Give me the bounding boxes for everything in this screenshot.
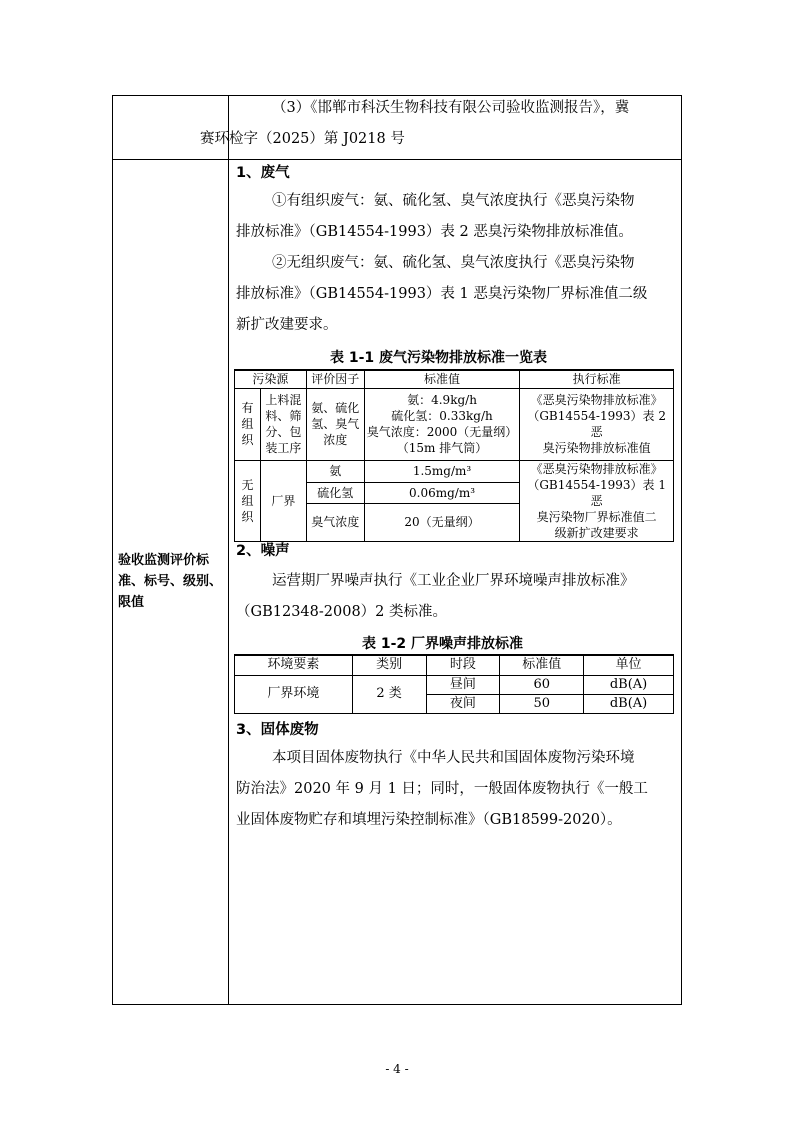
table1-source-organized bbox=[260, 388, 306, 460]
table2-element: 厂界环境 bbox=[235, 675, 353, 713]
column-divider bbox=[228, 96, 229, 1004]
table1-value: 20（无量纲） bbox=[364, 503, 520, 541]
cell-text: 臭污染物排放标准值 bbox=[542, 441, 651, 455]
row-label: 验收监测评价标准、标号、级别、限值 bbox=[118, 553, 223, 610]
cell-text: 级新扩改建要求 bbox=[554, 525, 639, 540]
table1-header: 污染源 bbox=[235, 370, 307, 388]
table2-period: 夜间 bbox=[426, 694, 500, 713]
cell-text: 《恶臭污染物排放标准》 bbox=[530, 393, 663, 407]
table1-values-organized bbox=[364, 388, 520, 460]
solid-waste-line2: 防治法》2020 年 9 月 1 日；同时，一般固体废物执行《一般工 bbox=[236, 781, 648, 797]
page-number: - 4 - bbox=[385, 1062, 409, 1076]
noise-line1: 运营期厂界噪声执行《工业企业厂界环境噪声排放标准》 bbox=[272, 573, 635, 589]
cell-text: 上料混 bbox=[265, 393, 302, 407]
exhaust-p2-line2: 排放标准》（GB14554-1993）表 1 恶臭污染物厂界标准值二级 bbox=[236, 286, 648, 302]
table1-factor: 臭气浓度 bbox=[306, 503, 364, 541]
cell-text: 臭污染物厂界标准值二 bbox=[536, 509, 657, 524]
noise-paragraph bbox=[236, 566, 676, 628]
exhaust-paragraph-2 bbox=[236, 248, 676, 341]
table1-source-fugitive: 厂界 bbox=[260, 460, 306, 541]
exhaust-p1-line2: 排放标准》（GB14554-1993）表 2 恶臭污染物排放标准值。 bbox=[236, 224, 633, 240]
cell-text: 浓度 bbox=[323, 433, 348, 447]
table2-value: 50 bbox=[500, 694, 584, 713]
table2-header: 环境要素 bbox=[235, 655, 353, 675]
section-heading-noise: 2、噪声 bbox=[236, 543, 290, 559]
solid-waste-paragraph bbox=[236, 743, 676, 836]
reference-line-2: 赛环检字（2025）第 J0218 号 bbox=[200, 131, 405, 147]
exhaust-p2-line3: 新扩改建要求。 bbox=[236, 317, 338, 333]
table2-header: 时段 bbox=[426, 655, 500, 675]
row-divider bbox=[113, 159, 681, 160]
cell-text: （GB14554-1993）表 2 恶 bbox=[527, 409, 666, 439]
table1-standard-fugitive bbox=[520, 460, 674, 541]
table2-value: 60 bbox=[500, 675, 584, 694]
table2-period: 昼间 bbox=[426, 675, 500, 694]
reference-line-1: （3）《邯郸市科沃生物科技有限公司验收监测报告》，冀 bbox=[272, 100, 630, 116]
cell-text: 有 bbox=[241, 401, 254, 415]
table2-category: 2 类 bbox=[352, 675, 426, 713]
noise-line2: （GB12348-2008）2 类标准。 bbox=[236, 604, 447, 620]
solid-waste-line1: 本项目固体废物执行《中华人民共和国固体废物污染环境 bbox=[272, 750, 635, 766]
cell-text: （GB14554-1993）表 1 恶 bbox=[527, 477, 666, 508]
table1-value: 1.5mg/m³ bbox=[364, 460, 520, 482]
table2-header: 标准值 bbox=[500, 655, 584, 675]
solid-waste-line3: 业固体废物贮存和填埋污染控制标准》（GB18599-2020）。 bbox=[236, 812, 622, 828]
table2-unit: dB(A) bbox=[584, 694, 674, 713]
cell-text: 氨：4.9kg/h bbox=[407, 393, 477, 407]
cell-text: 《恶臭污染物排放标准》 bbox=[530, 461, 663, 476]
section-heading-solid-waste: 3、固体废物 bbox=[236, 722, 319, 738]
cell-text: 无 bbox=[241, 477, 254, 492]
cell-text: 装工序 bbox=[265, 441, 302, 455]
table2-header: 类别 bbox=[352, 655, 426, 675]
cell-text: 分、包 bbox=[265, 425, 302, 439]
cell-text: 氨、硫化 bbox=[311, 401, 360, 415]
table1-factor: 氨 bbox=[306, 460, 364, 482]
table2-header: 单位 bbox=[584, 655, 674, 675]
cell-text: 组 bbox=[241, 417, 254, 431]
exhaust-p2-line1: ②无组织废气：氨、硫化氢、臭气浓度执行《恶臭污染物 bbox=[272, 255, 635, 271]
table1-header: 标准值 bbox=[364, 370, 520, 388]
cell-text: 料、筛 bbox=[265, 409, 302, 423]
cell-text: 织 bbox=[241, 509, 254, 524]
reference-item-3 bbox=[200, 93, 676, 155]
cell-text: 氢、臭气 bbox=[311, 417, 360, 431]
table1-factor-organized bbox=[306, 388, 364, 460]
table2-unit: dB(A) bbox=[584, 675, 674, 694]
exhaust-paragraph-1 bbox=[236, 186, 676, 248]
table1-header: 评价因子 bbox=[306, 370, 364, 388]
table2-caption: 表 1-2 厂界噪声排放标准 bbox=[362, 636, 524, 652]
table-exhaust-standards bbox=[234, 369, 674, 542]
cell-text: 织 bbox=[241, 433, 254, 447]
table1-factor: 硫化氢 bbox=[306, 482, 364, 503]
table1-value: 0.06mg/m³ bbox=[364, 482, 520, 503]
cell-text: （15m 排气筒） bbox=[396, 441, 488, 455]
cell-text: 组 bbox=[241, 493, 254, 508]
cell-text: 臭气浓度：2000（无量纲） bbox=[366, 425, 518, 439]
cell-text: 硫化氢：0.33kg/h bbox=[391, 409, 493, 423]
table1-type-organized bbox=[235, 388, 261, 460]
table1-header: 执行标准 bbox=[520, 370, 674, 388]
table-noise-standards bbox=[234, 654, 674, 714]
table1-caption: 表 1-1 废气污染物排放标准一览表 bbox=[330, 350, 548, 366]
section-heading-exhaust: 1、废气 bbox=[236, 165, 290, 181]
table1-type-fugitive bbox=[235, 460, 261, 541]
exhaust-p1-line1: ①有组织废气：氨、硫化氢、臭气浓度执行《恶臭污染物 bbox=[272, 193, 635, 209]
table1-standard-organized bbox=[520, 388, 674, 460]
